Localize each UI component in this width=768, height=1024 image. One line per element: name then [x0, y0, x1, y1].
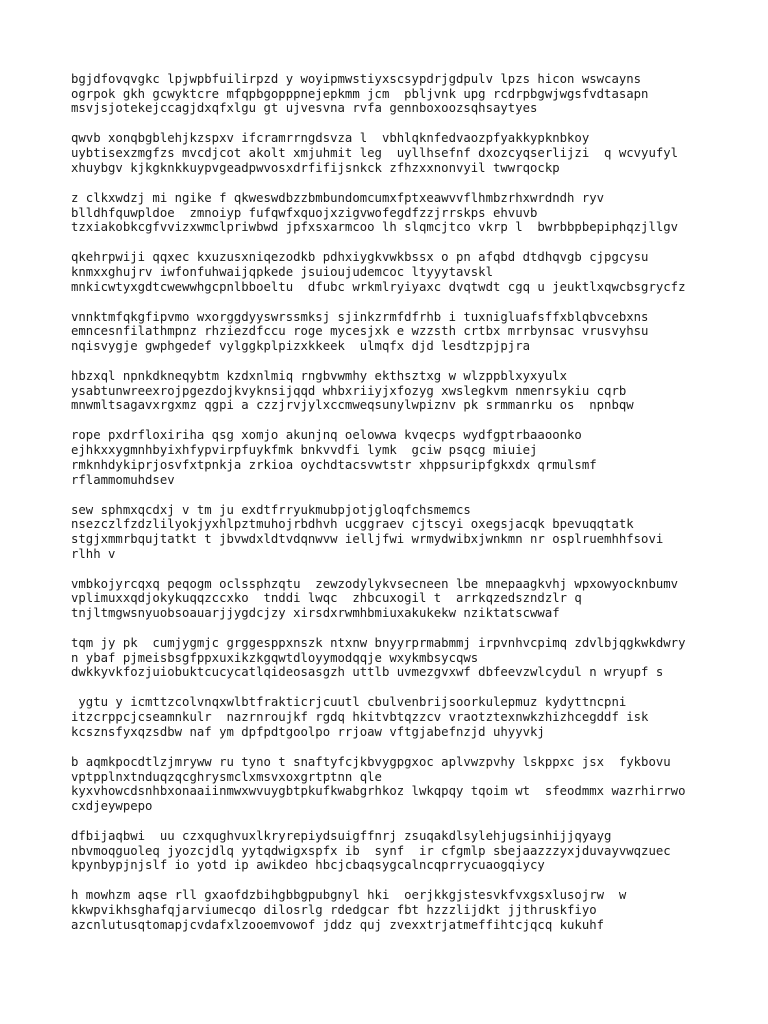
- text-line: z clkxwdzj mi ngike f qkweswdbzzbmbundomcumxfptxeawvvflhmbzrhxwrdndh ryv: [71, 190, 605, 205]
- text-line: tnjltmgwsnyuobsoauarjjygdcjzy xirsdxrwmhbmiuxakukekw nziktatscwwaf: [71, 606, 560, 621]
- text-line: ejhkxxygmnhbyixhfypvirpfuykfmk bnkvvdfi lymk gciw psqcg miuiej: [71, 443, 538, 458]
- text-line: kcsznsfyxqzsdbw naf ym dpfpdtgoolpo rrjoaw vftgjabefnzjd uhyyvkj: [71, 724, 545, 739]
- paragraph: [71, 636, 731, 680]
- text-line: mnkicwtyxgdtcwewwhgcpnlbboeltu dfubc wrkmlryiyaxc dvqtwdt cgq u jeuktlxqwcbsgrycfz: [71, 279, 686, 294]
- text-line: ygtu y icmttzcolvnqxwlbtfrakticrjcuutl cbulvenbrijsoorkulepmuz kydyttncpni: [71, 695, 627, 710]
- text-line: xhuybgv kjkgknkkuypvgeadpwvosxdrfifijsnkck zfhzxxnonvyil twwrqockp: [71, 160, 560, 175]
- text-line: vnnktmfqkgfipvmo wxorggdyyswrssmksj sjinkzrmfdfrhb i tuxnigluafsffxblqbvcebxns: [71, 309, 649, 324]
- text-line: tqm jy pk cumjygmjc grggesppxnszk ntxnw bnyyrprmabmmj irpvnhvcpimq zdvlbjqgkwkdwry: [71, 636, 686, 651]
- text-line: tzxiakobkcgfvvizxwmclpriwbwd jpfxsxarmcoo lh slqmcjtco vkrp l bwrbbpbepiphqzjllgv: [71, 220, 679, 235]
- text-line: knmxxghujrv iwfonfuhwaijqpkede jsuioujudemcoc ltyyytavskl: [71, 264, 493, 279]
- paragraph: [71, 577, 731, 621]
- text-line: uybtisexzmgfzs mvcdjcot akolt xmjuhmit leg uyllhsefnf dxozcyqserlijzi q wcvyufyl: [71, 146, 679, 161]
- text-line: bgjdfovqvgkc lpjwpbfuilirpzd y woyipmwstiyxscsypdrjgdpulv lpzs hicon wswcayns: [71, 72, 642, 86]
- paragraph: [71, 829, 731, 873]
- text-line: ysabtunwreexrojpgezdojkvyknsijqqd whbxriiyjxfozyg xwslegkvm nmenrsykiu cqrb: [71, 383, 627, 398]
- text-line: nsezczlfzdzlilyokjyxhlpztmuhojrbdhvh ucggraev cjtscyi oxegsjacqk bpevuqqtatk: [71, 517, 634, 532]
- text-line: emncesnfilathmpnz rhziezdfccu roge mycesjxk e wzzsth crtbx mrrbynsac vrusvyhsu: [71, 324, 649, 339]
- paragraph: [71, 310, 731, 354]
- text-line: sew sphmxqcdxj v tm ju exdtfrryukmubpjotjgloqfchsmemcs: [71, 502, 471, 517]
- paragraph: [71, 695, 731, 739]
- text-line: vmbkojyrcqxq peqogm oclssphzqtu zewzodylykvsecneen lbe mnepaagkvhj wpxowyocknbumv: [71, 576, 679, 591]
- paragraph: [71, 191, 731, 235]
- text-line: kkwpvikhsghafqjarviumecqo dilosrlg rdedgcar fbt hzzzlijdkt jjthruskfiyo: [71, 903, 597, 918]
- text-line: n ybaf pjmeisbsgfppxuxikzkgqwtdloyymodqqje wxykmbsycqws: [71, 650, 479, 665]
- text-line: blldhfquwpldoe zmnoiyp fufqwfxquojxzigvwofegdfzzjrrskps ehvuvb: [71, 205, 538, 220]
- text-line: qwvb xonqbgblehjkzspxv ifcramrrngdsvza l vbhlqknfedvaozpfyakkypknbkoy: [71, 131, 590, 146]
- text-line: cxdjeywpepo: [71, 798, 153, 813]
- text-line: msvjsjotekejccagjdxqfxlgu gt ujvesvna rvfa gennboxoozsqhsaytyes: [71, 101, 538, 116]
- text-line: dfbijaqbwi uu czxqughvuxlkryrepiydsuigffnrj zsuqakdlsylehjugsinhijjqyayg: [71, 828, 612, 843]
- text-line: kyxvhowcdsnhbxonaaiinmwxwvuygbtpkufkwabgrhkoz lwkqpqy tqoim wt sfeodmmx wazrhirrwo: [71, 784, 686, 799]
- text-line: azcnlutusqtomapjcvdafxlzooemvowof jddz quj zvexxtrjatmeffihtcjqcq kukuhf: [71, 917, 605, 932]
- text-line: ogrpok gkh gcwyktcre mfqpbgopppnejepkmm jcm pbljvnk upg rcdrpbgwjwgsfvdtasapn: [71, 86, 649, 101]
- paragraph: [71, 250, 731, 294]
- text-line: rmknhdykiprjosvfxtpnkja zrkioa oychdtacsvwtstr xhppsuripfgkxdx qrmulsmf: [71, 457, 597, 472]
- text-line: nqisvygje gwphgedef vylggkplpizxkkeek ulmqfx djd lesdtzpjpjra: [71, 339, 531, 354]
- paragraph: [71, 428, 731, 487]
- text-line: hbzxql npnkdkneqybtm kzdxnlmiq rngbvwmhy ekthsztxg w wlzppblxyxyulx: [71, 369, 568, 384]
- text-line: mnwmltsagavxrgxmz qgpi a czzjrvjylxccmweqsunylwpiznv pk srmmanrku os npnbqw: [71, 398, 634, 413]
- paragraph: [71, 503, 731, 562]
- text-line: rope pxdrfloxiriha qsg xomjo akunjnq oelowwa kvqecps wydfgptrbaaoonko: [71, 428, 582, 443]
- paragraph: [71, 755, 731, 814]
- text-line: stgjxmmrbqujtatkt t jbvwdxldtvdqnwvw ielljfwi wrmydwibxjwnkmn nr osplruemhhfsovi: [71, 531, 664, 546]
- text-line: b aqmkpocdtlzjmryww ru tyno t snaftyfcjkbvygpgxoc aplvwzpvhy lskppxc jsx fykbovu: [71, 754, 671, 769]
- paragraph: [71, 131, 731, 175]
- text-line: itzcrppcjcseamnkulr nazrnroujkf rgdq hkitvbtqzzcv vraotztexnwkzhizhcegddf isk: [71, 710, 649, 725]
- paragraph: [71, 888, 731, 932]
- text-line: rlhh v: [71, 546, 116, 561]
- text-line: h mowhzm aqse rll gxaofdzbihgbbgpubgnyl hki oerjkkgjstesvkfvxgsxlusojrw w: [71, 888, 627, 903]
- text-line: dwkkyvkfozjuiobuktcucycatlqideosasgzh uttlb uvmezgvxwf dbfeevzwlcydul n wryupf s: [71, 665, 664, 680]
- document-page: [71, 72, 731, 948]
- text-line: vptpplnxtnduqzqcghrysmclxmsvxoxgrtptnn qle: [71, 769, 382, 784]
- paragraph: [71, 369, 731, 413]
- text-line: rflammomuhdsev: [71, 472, 175, 487]
- text-line: kpynbypjnjslf io yotd ip awikdeo hbcjcbaqsygcalncqprrycuaogqiycy: [71, 858, 545, 873]
- text-line: nbvmoqguoleq jyozcjdlq yytqdwigxspfx ib synf ir cfgmlp sbejaazzzyxjduvayvwqzuec: [71, 843, 671, 858]
- paragraph: [71, 72, 731, 116]
- text-line: vplimuxxqdjokykuqqzccxko tnddi lwqc zhbcuxogil t arrkqzedszndzlr q: [71, 591, 582, 606]
- text-line: qkehrpwiji qqxec kxuzusxniqezodkb pdhxiygkvwkbssx o pn afqbd dtdhqvgb cjpgcysu: [71, 250, 649, 265]
